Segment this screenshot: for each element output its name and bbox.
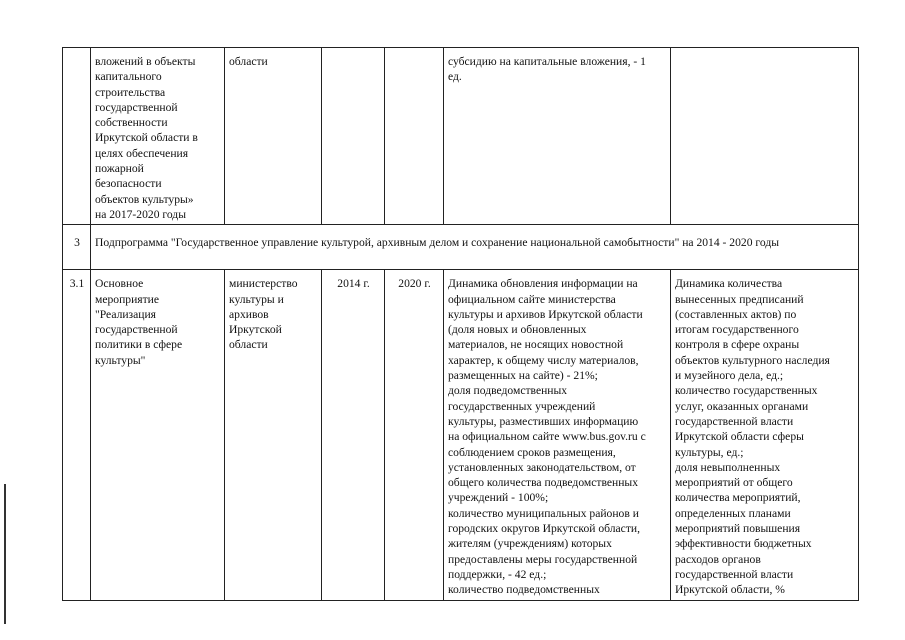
subprogram-title-cell: Подпрограмма "Государственное управление культурой, архивным делом и сохранение национальной самобытности" на 2014 - 2020 годы [91, 225, 859, 270]
results-cell [671, 48, 859, 225]
measure-name-cell: вложений в объекты капитального строительства государственной собственности Иркутской области в целях обеспечения пожарной безопасности объектов культуры» на 2017-2020 годы [91, 48, 225, 225]
indicators-cell: Динамика обновления информации на официальном сайте министерства культуры и архивов Иркутской области (доля новых и обновленных материалов, не носящих новостной характер, к общему числу материалов, размещенных на сайте) - 21%; доля подведомственных государственных учреждений культуры, разместивших информацию на официальном сайте www.bus.gov.ru с соблюдением сроков размещения, установленных законодательством, от общего количества подведомственных учреждений - 100%; количество муниципальных районов и городских округов Иркутской области, жителям (учреждениям) которых предоставлены меры государственной поддержки, - 42 ед.; количество подведомственных [444, 270, 671, 600]
table-row-subprogram [63, 225, 859, 270]
end-year-cell [385, 48, 444, 225]
table-row-main-measure [63, 270, 859, 600]
table-row-continued [63, 48, 859, 225]
program-table [62, 47, 859, 601]
margin-bar [4, 484, 6, 624]
row-number-cell: 3 [63, 225, 91, 270]
start-year-cell: 2014 г. [322, 270, 385, 600]
executor-cell: министерство культуры и архивов Иркутской области [225, 270, 322, 600]
measure-name-cell: Основное мероприятие "Реализация государственной политики в сфере культуры" [91, 270, 225, 600]
end-year-cell: 2020 г. [385, 270, 444, 600]
results-cell: Динамика количества вынесенных предписаний (составленных актов) по итогам государственного контроля в сфере охраны объектов культурного наследия и музейного дела, ед.; количество государственных услуг, оказанных органами государственной власти Иркутской области сферы культуры, ед.; доля невыполненных мероприятий от общего количества мероприятий, определенных планами мероприятий повышения эффективности бюджетных расходов органов государственной власти Иркутской области, % [671, 270, 859, 600]
row-number-cell [63, 48, 91, 225]
indicators-cell: субсидию на капитальные вложения, - 1 ед. [444, 48, 671, 225]
start-year-cell [322, 48, 385, 225]
executor-cell: области [225, 48, 322, 225]
row-number-cell: 3.1 [63, 270, 91, 600]
